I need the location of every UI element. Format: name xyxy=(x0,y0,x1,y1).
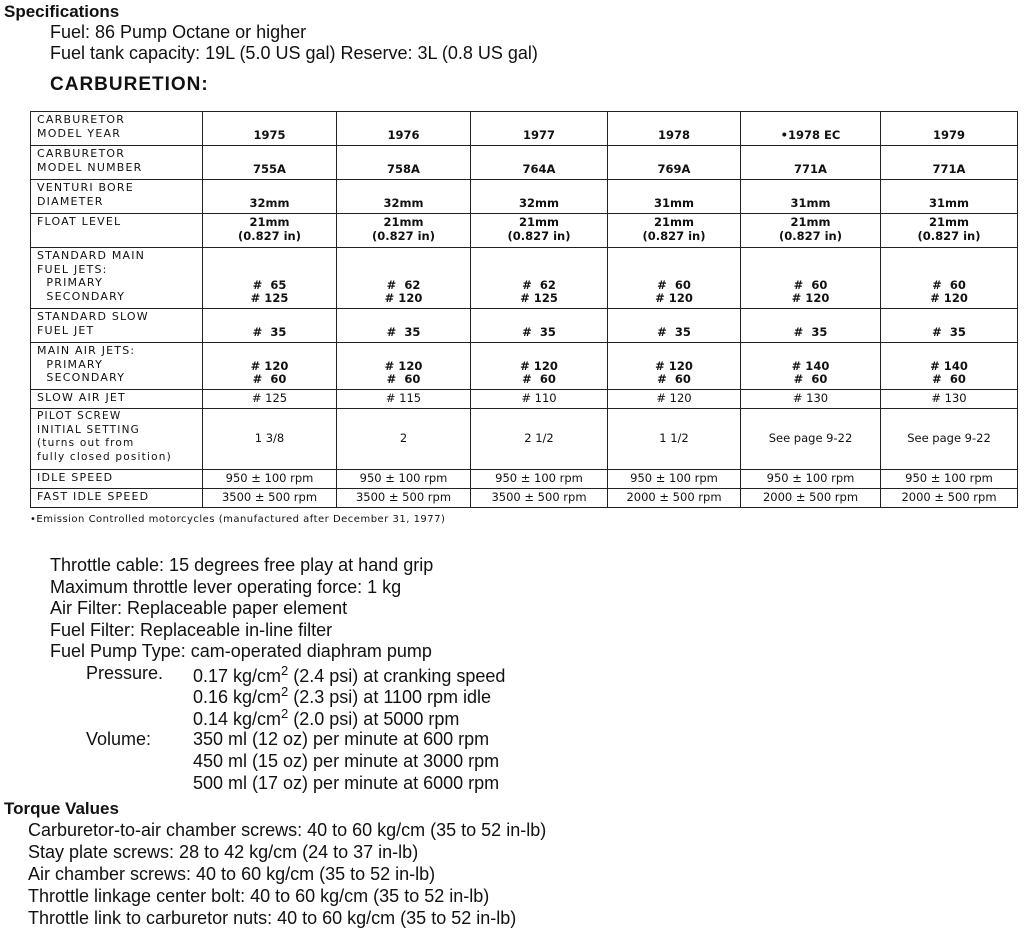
fuel-spec: Fuel: 86 Pump Octane or higher xyxy=(50,22,307,42)
pressure-line: 0.16 $kg/cm^2$ (2.3 psi) at 1100 rpm idle xyxy=(193,684,492,707)
table-cell: 771A xyxy=(881,146,1018,180)
table-cell: # 65 # 125 xyxy=(203,248,337,309)
torque-item: Throttle linkage center bolt: 40 to 60 kg/cm (35 to 52 in-lb) xyxy=(28,886,490,906)
table-row xyxy=(31,409,1018,470)
table-cell: # 120 # 60 xyxy=(203,343,337,390)
table-row xyxy=(31,390,1018,409)
table-cell: 950 ± 100 rpm xyxy=(203,470,337,489)
table-cell: See page 9-22 xyxy=(881,409,1018,470)
table-cell: 1975 xyxy=(203,112,337,146)
row-label: IDLE SPEED xyxy=(31,470,203,489)
table-cell: 764A xyxy=(471,146,608,180)
table-cell: 3500 ± 500 rpm xyxy=(203,489,337,508)
table-cell: # 140 # 60 xyxy=(881,343,1018,390)
specifications-heading: Specifications xyxy=(4,2,120,21)
carburetion-title: CARBURETION: xyxy=(50,74,209,95)
table-cell: 32mm xyxy=(203,180,337,214)
table-cell: # 62 # 125 xyxy=(471,248,608,309)
volume-line: 450 ml (15 oz) per minute at 3000 rpm xyxy=(193,751,500,771)
table-cell: 1977 xyxy=(471,112,608,146)
table-cell: # 62 # 120 xyxy=(337,248,471,309)
table-cell: 21mm (0.827 in) xyxy=(881,214,1018,248)
table-cell: 21mm (0.827 in) xyxy=(337,214,471,248)
table-cell: # 35 xyxy=(608,309,741,343)
table-cell: 769A xyxy=(608,146,741,180)
table-cell: 32mm xyxy=(471,180,608,214)
table-cell: 21mm (0.827 in) xyxy=(471,214,608,248)
table-cell: # 35 xyxy=(881,309,1018,343)
table-cell: 2 xyxy=(337,409,471,470)
table-row xyxy=(31,309,1018,343)
throttle-force-spec: Maximum throttle lever operating force: 1 kg xyxy=(50,577,402,597)
table-row xyxy=(31,112,1018,146)
table-cell: 3500 ± 500 rpm xyxy=(337,489,471,508)
table-row xyxy=(31,248,1018,309)
table-cell: 1978 xyxy=(608,112,741,146)
table-cell: 755A xyxy=(203,146,337,180)
table-cell: # 60 # 120 xyxy=(608,248,741,309)
table-cell: 1976 xyxy=(337,112,471,146)
table-cell: # 35 xyxy=(471,309,608,343)
table-cell: 771A xyxy=(741,146,881,180)
fuel-filter-spec: Fuel Filter: Replaceable in-line filter xyxy=(50,620,333,640)
table-cell: 950 ± 100 rpm xyxy=(608,470,741,489)
table-cell: 1 3/8 xyxy=(203,409,337,470)
row-label: FLOAT LEVEL xyxy=(31,214,203,248)
table-cell: 950 ± 100 rpm xyxy=(741,470,881,489)
torque-item: Air chamber screws: 40 to 60 kg/cm (35 to 52 in-lb) xyxy=(28,864,436,884)
torque-item: Throttle link to carburetor nuts: 40 to 60 kg/cm (35 to 52 in-lb) xyxy=(28,908,517,928)
row-label: MAIN AIR JETS: PRIMARY SECONDARY xyxy=(31,343,203,390)
row-label: PILOT SCREW INITIAL SETTING (turns out from fully closed position) xyxy=(31,409,203,470)
table-cell: # 120 # 60 xyxy=(608,343,741,390)
table-cell: 1 1/2 xyxy=(608,409,741,470)
fuel-pump-type-spec: Fuel Pump Type: cam-operated diaphram pump xyxy=(50,641,432,661)
table-cell: 21mm (0.827 in) xyxy=(741,214,881,248)
throttle-cable-spec: Throttle cable: 15 degrees free play at hand grip xyxy=(50,555,434,575)
table-cell: 1979 xyxy=(881,112,1018,146)
pressure-label: Pressure. xyxy=(86,663,164,683)
table-cell: 32mm xyxy=(337,180,471,214)
table-cell: 950 ± 100 rpm xyxy=(337,470,471,489)
table-cell: # 60 # 120 xyxy=(881,248,1018,309)
table-cell: # 120 xyxy=(608,390,741,409)
table-row xyxy=(31,180,1018,214)
table-cell: 950 ± 100 rpm xyxy=(881,470,1018,489)
table-cell: 31mm xyxy=(881,180,1018,214)
pressure-line: 0.14 $kg/cm^2$ (2.0 psi) at 5000 rpm xyxy=(193,706,460,729)
table-cell: 31mm xyxy=(608,180,741,214)
table-row xyxy=(31,470,1018,489)
fuel-tank-spec: Fuel tank capacity: 19L (5.0 US gal) Reserve: 3L (0.8 US gal) xyxy=(50,43,538,63)
table-cell: See page 9-22 xyxy=(741,409,881,470)
table-row xyxy=(31,146,1018,180)
torque-item: Carburetor-to-air chamber screws: 40 to 60 kg/cm (35 to 52 in-lb) xyxy=(28,820,547,840)
table-cell: 21mm (0.827 in) xyxy=(608,214,741,248)
volume-line: 350 ml (12 oz) per minute at 600 rpm xyxy=(193,729,490,749)
emission-footnote: •Emission Controlled motorcycles (manufactured after December 31, 1977) xyxy=(30,514,446,525)
table-cell: # 120 # 60 xyxy=(337,343,471,390)
table-cell: 950 ± 100 rpm xyxy=(471,470,608,489)
table-cell: 2000 ± 500 rpm xyxy=(608,489,741,508)
table-cell: # 35 xyxy=(741,309,881,343)
table-cell: # 115 xyxy=(337,390,471,409)
volume-label: Volume: xyxy=(86,729,152,749)
table-cell: # 140 # 60 xyxy=(741,343,881,390)
air-filter-spec: Air Filter: Replaceable paper element xyxy=(50,598,348,618)
torque-item: Stay plate screws: 28 to 42 kg/cm (24 to 37 in-lb) xyxy=(28,842,419,862)
table-cell: 2000 ± 500 rpm xyxy=(881,489,1018,508)
volume-line: 500 ml (17 oz) per minute at 6000 rpm xyxy=(193,773,500,793)
table-cell: # 130 xyxy=(741,390,881,409)
row-label: CARBURETOR MODEL YEAR xyxy=(31,112,203,146)
row-label: VENTURI BORE DIAMETER xyxy=(31,180,203,214)
row-label: SLOW AIR JET xyxy=(31,390,203,409)
table-cell: # 120 # 60 xyxy=(471,343,608,390)
row-label: STANDARD MAIN FUEL JETS: PRIMARY SECONDARY xyxy=(31,248,203,309)
table-cell: # 35 xyxy=(203,309,337,343)
row-label: FAST IDLE SPEED xyxy=(31,489,203,508)
row-label: STANDARD SLOW FUEL JET xyxy=(31,309,203,343)
carburetion-table xyxy=(30,111,1018,508)
table-cell: 758A xyxy=(337,146,471,180)
table-row xyxy=(31,343,1018,390)
table-row xyxy=(31,214,1018,248)
table-cell: # 125 xyxy=(203,390,337,409)
table-cell: 2000 ± 500 rpm xyxy=(741,489,881,508)
row-label: CARBURETOR MODEL NUMBER xyxy=(31,146,203,180)
table-cell: 31mm xyxy=(741,180,881,214)
pressure-line: 0.17 $kg/cm^2$ (2.4 psi) at cranking speed xyxy=(193,663,506,686)
table-row xyxy=(31,489,1018,508)
table-cell: # 60 # 120 xyxy=(741,248,881,309)
torque-values-heading: Torque Values xyxy=(4,799,119,818)
table-cell: •1978 EC xyxy=(741,112,881,146)
table-cell: # 130 xyxy=(881,390,1018,409)
table-cell: 2 1/2 xyxy=(471,409,608,470)
table-cell: 3500 ± 500 rpm xyxy=(471,489,608,508)
table-cell: # 110 xyxy=(471,390,608,409)
table-cell: 21mm (0.827 in) xyxy=(203,214,337,248)
table-cell: # 35 xyxy=(337,309,471,343)
